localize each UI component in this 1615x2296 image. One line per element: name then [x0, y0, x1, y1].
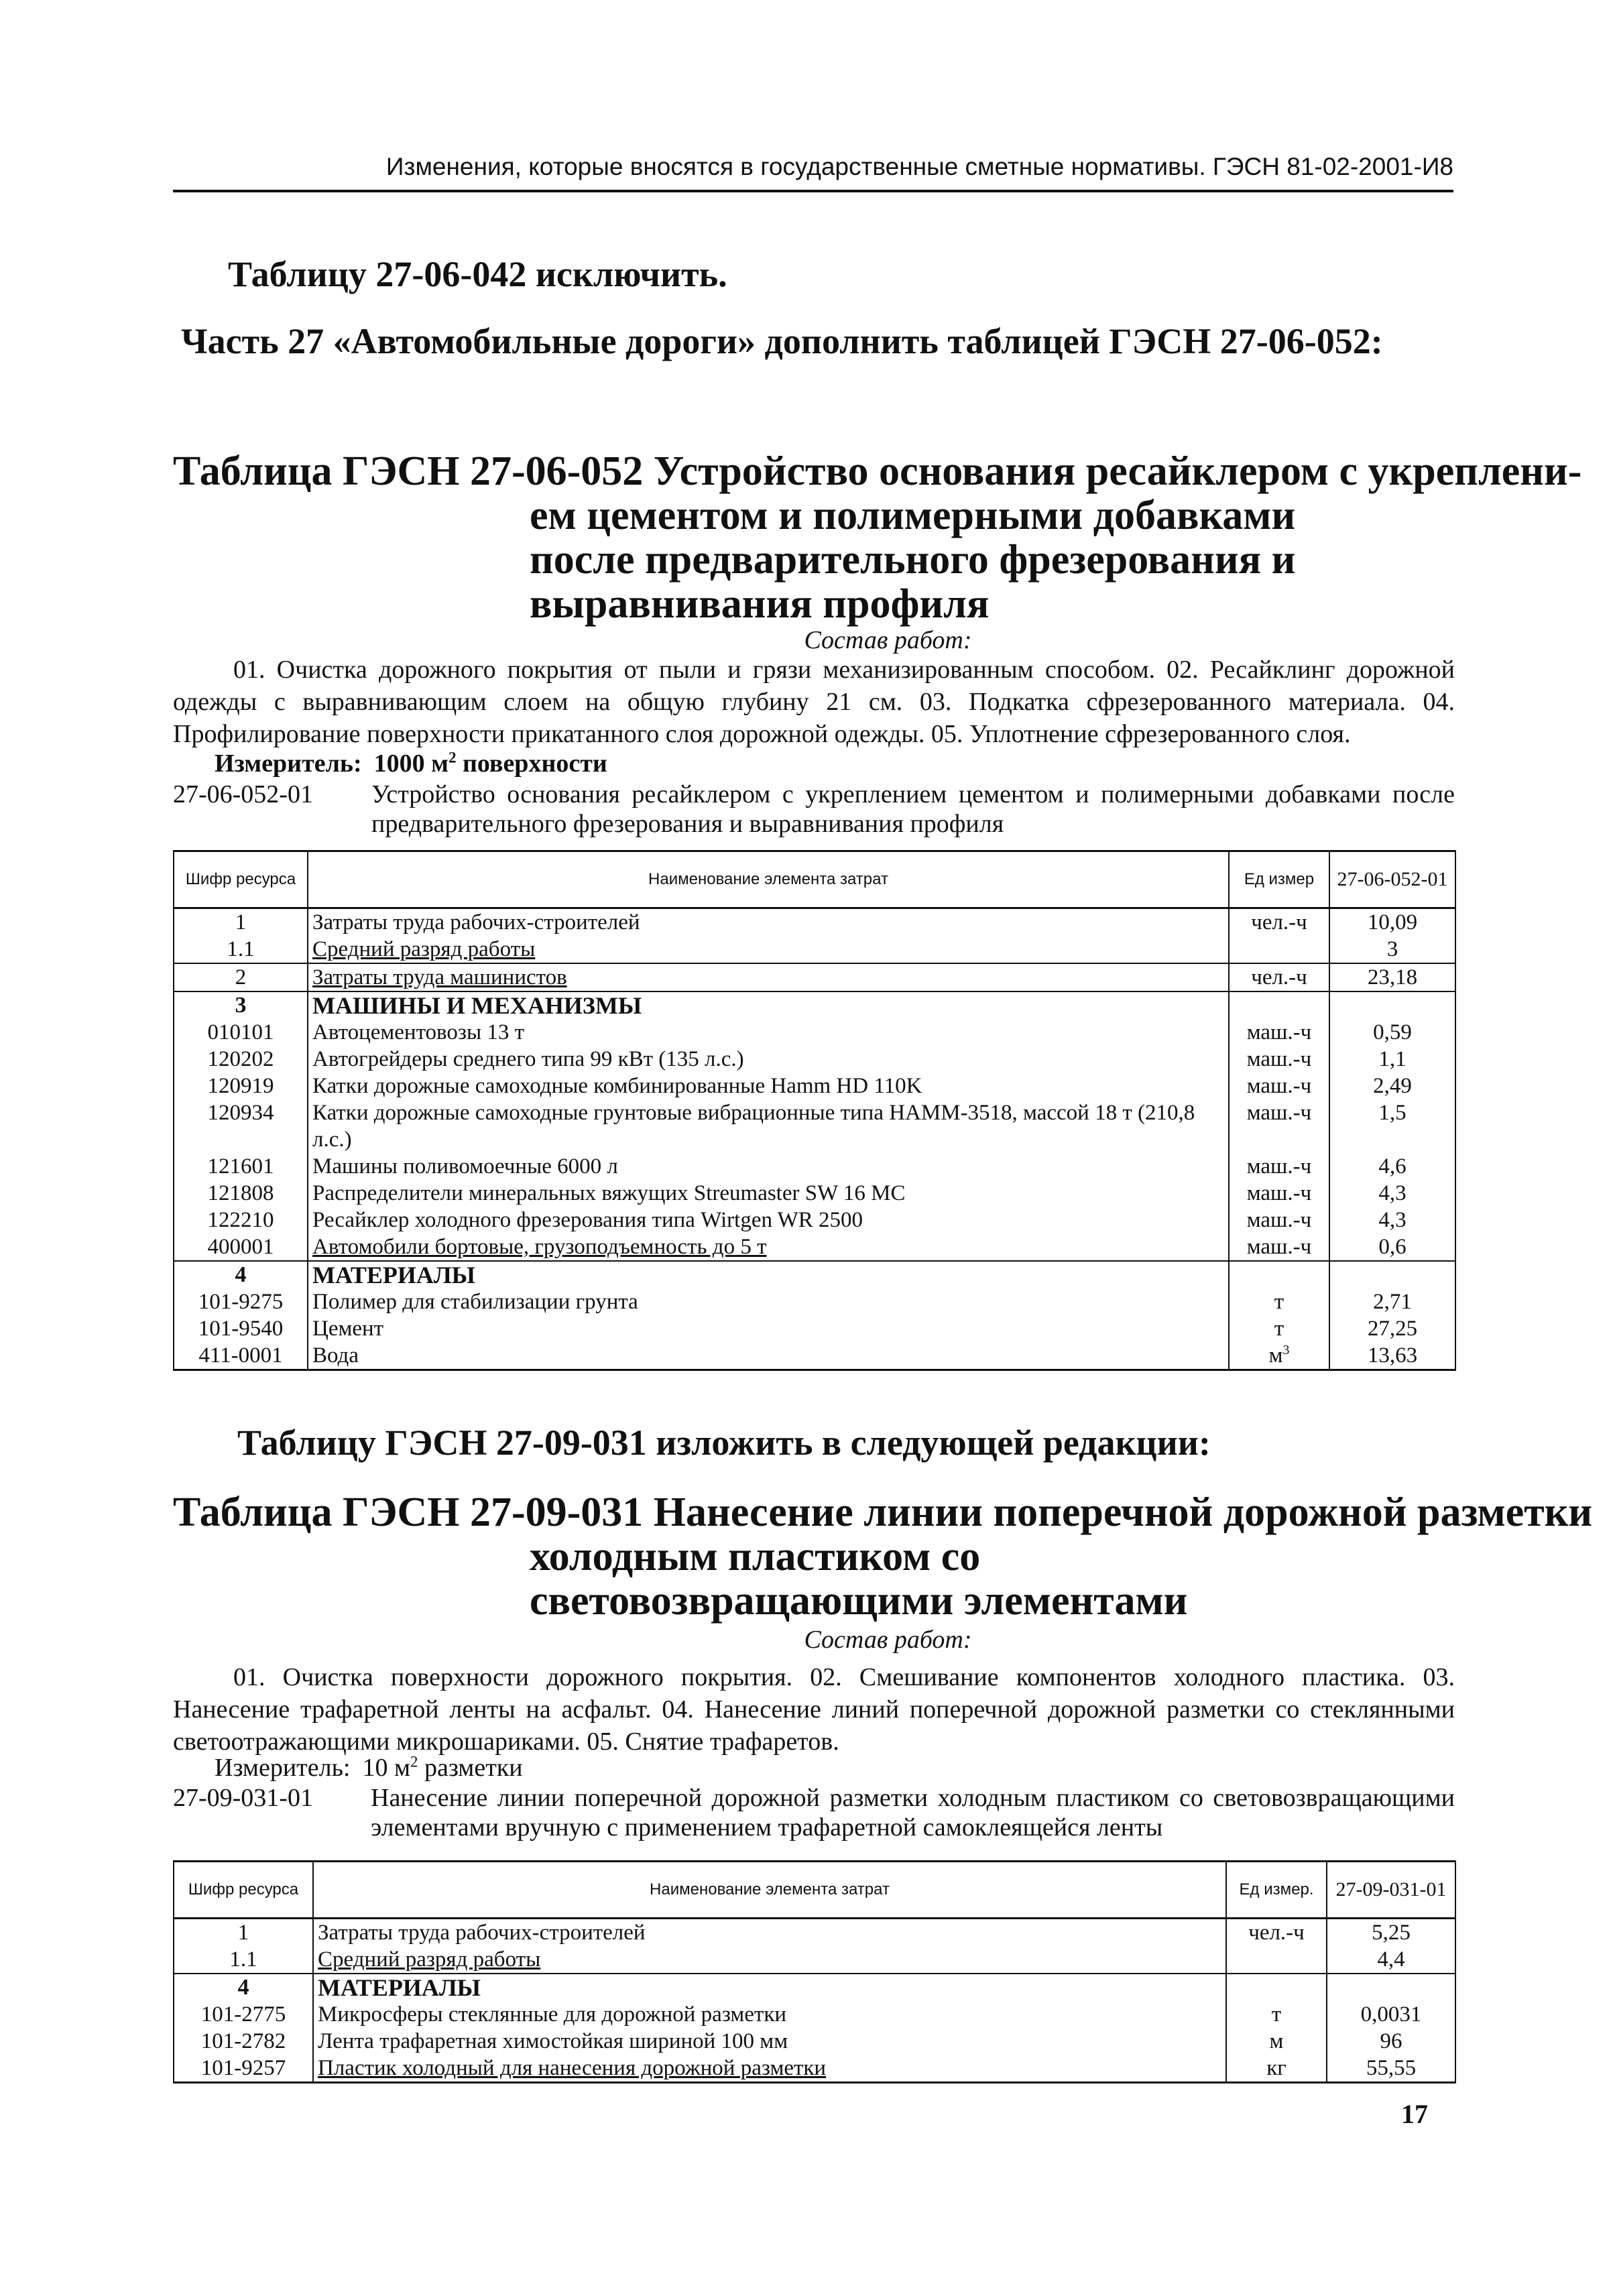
heading-add: Часть 27 «Автомобильные дороги» дополнить таблицей ГЭСН 27-06-052:	[181, 321, 1383, 361]
table-row	[174, 1315, 1455, 1342]
heading-replace: Таблицу ГЭСН 27-09-031 изложить в следующей редакции:	[237, 1423, 1211, 1463]
row-value-text: 0,59	[1373, 1020, 1412, 1044]
unit-superscript: 3	[1282, 1343, 1290, 1357]
row-value	[1327, 1919, 1455, 1947]
row-name-text: Катки дорожные самоходные комбинированные Hamm HD 110K	[312, 1074, 922, 1098]
row-name	[308, 1019, 1229, 1046]
row-code-text: 101-9540	[198, 1317, 284, 1341]
row-value	[1329, 1180, 1455, 1207]
table1-cost-table	[173, 850, 1456, 1371]
row-code-text: 101-9257	[200, 2056, 286, 2080]
row-value-text: 4,6	[1378, 1154, 1407, 1179]
row-code-text: 122210	[207, 1208, 274, 1232]
row-unit	[1229, 1099, 1329, 1153]
row-value-text: 0,6	[1378, 1235, 1407, 1259]
row-unit-text: чел.-ч	[1251, 910, 1307, 934]
row-code-text: 400001	[207, 1235, 274, 1259]
row-code-text: 120202	[207, 1047, 274, 1071]
measure-value: 10 м	[362, 1754, 411, 1782]
row-unit	[1229, 1288, 1329, 1315]
row-code-text: 121808	[207, 1181, 274, 1205]
row-code-text: 120919	[207, 1074, 274, 1098]
row-value	[1329, 991, 1455, 1019]
table2-title-first: Таблица ГЭСН 27-09-031 Нанесение линии поперечной дорожной разметки	[173, 1490, 1593, 1535]
table2-sostav-label: Состав работ:	[804, 1626, 972, 1654]
row-value-text: 4,3	[1378, 1181, 1407, 1205]
row-unit-text: м	[1269, 2029, 1284, 2053]
norm-code: 27-09-031-01	[173, 1784, 313, 1812]
row-unit	[1229, 1233, 1329, 1261]
row-code-text: 2	[235, 965, 247, 989]
table2-norm	[173, 1783, 1455, 1842]
row-unit	[1229, 1315, 1329, 1342]
row-unit	[1229, 1019, 1329, 1046]
row-name-text: Цемент	[312, 1317, 384, 1341]
table-row	[174, 1046, 1455, 1073]
row-name-text: Лента трафаретная химостойкая шириной 100 мм	[318, 2029, 788, 2053]
row-unit	[1226, 2028, 1327, 2055]
row-unit	[1229, 963, 1329, 991]
row-unit	[1229, 1073, 1329, 1099]
row-code	[174, 1946, 313, 1974]
row-code	[174, 1974, 313, 2001]
measure-value: 1000 м	[373, 749, 449, 778]
row-code-text: 4	[235, 1262, 247, 1287]
table-row	[174, 991, 1455, 1019]
row-code	[174, 936, 308, 963]
row-name	[313, 2055, 1226, 2083]
row-value	[1329, 1153, 1455, 1180]
measure-sup: 2	[410, 1753, 418, 1770]
row-value	[1329, 1207, 1455, 1233]
row-value-text: 96	[1380, 2029, 1402, 2053]
row-name-text: МАТЕРИАЛЫ	[318, 1974, 481, 2001]
row-unit	[1226, 1946, 1327, 1974]
row-code	[174, 1288, 308, 1315]
row-value	[1329, 963, 1455, 991]
row-code-text: 1	[235, 910, 247, 934]
row-unit	[1229, 1342, 1329, 1370]
table2-sostav-text: 01. Очистка поверхности дорожного покрытия. 02. Смешивание компонентов холодного пластика. 03. Нанесение трафаретной ленты на асфальт. 04. Нанесение линий поперечной дорожной разметки со стеклянными светоотражающими микрошариками. 05. Снятие трафаретов.	[173, 1663, 1455, 1756]
table-row	[174, 963, 1455, 991]
table2-title	[173, 1490, 1593, 1624]
row-code	[174, 1073, 308, 1099]
row-unit-text: маш.-ч	[1246, 1181, 1312, 1205]
row-name-text: Затраты труда рабочих-строителей	[312, 910, 640, 934]
row-value	[1329, 1073, 1455, 1099]
row-name	[308, 1315, 1229, 1342]
table-row	[174, 1919, 1455, 1947]
row-code	[174, 1315, 308, 1342]
table-row	[174, 1261, 1455, 1288]
row-code	[174, 1019, 308, 1046]
row-code-text: 4	[237, 1975, 249, 2000]
table-row	[174, 1073, 1455, 1099]
row-code-text: 1.1	[227, 937, 255, 961]
row-value	[1327, 2028, 1455, 2055]
row-code-text: 101-2775	[200, 2002, 286, 2027]
measure-sup: 2	[448, 749, 457, 766]
row-code-text: 411-0001	[198, 1343, 283, 1368]
row-name-text: Микросферы стеклянные для дорожной разметки	[318, 2002, 787, 2027]
table-row	[174, 1233, 1455, 1261]
row-code	[174, 2055, 313, 2083]
row-code	[174, 908, 308, 936]
table-row	[174, 1946, 1455, 1974]
row-name	[313, 2001, 1226, 2028]
row-unit-text: маш.-ч	[1246, 1020, 1312, 1044]
row-unit	[1229, 1046, 1329, 1073]
heading-exclude: Таблицу 27-06-042 исключить.	[228, 254, 727, 294]
row-code	[174, 2028, 313, 2055]
col-header-code: Шифр ресурса	[174, 851, 308, 908]
col-header-unit: Ед измер.	[1226, 1862, 1327, 1919]
table1-measure	[215, 749, 607, 778]
row-value	[1327, 1974, 1455, 2001]
row-unit	[1226, 1974, 1327, 2001]
row-value-text: 5,25	[1372, 1921, 1411, 1945]
row-unit	[1229, 991, 1329, 1019]
row-unit-text: маш.-ч	[1246, 1101, 1312, 1125]
row-unit-text: т	[1274, 1290, 1284, 1314]
table-row	[174, 2001, 1455, 2028]
row-value	[1329, 1099, 1455, 1153]
row-name	[308, 1099, 1229, 1153]
table-row	[174, 2055, 1455, 2083]
row-value	[1327, 2055, 1455, 2083]
row-value-text: 1,1	[1378, 1047, 1407, 1071]
row-name	[308, 1261, 1229, 1288]
row-code	[174, 1919, 313, 1947]
col-header-code: Шифр ресурса	[174, 1862, 313, 1919]
row-name	[308, 991, 1229, 1019]
table-row	[174, 908, 1455, 936]
table2-cost-table	[173, 1860, 1456, 2083]
table1-title-first: Таблица ГЭСН 27-06-052 Устройство основания ресайклером с укреплени-	[173, 448, 1582, 494]
table1-title-rest: ем цементом и полимерными добавками после предварительного фрезерования и выравнивания профиля	[530, 493, 1296, 627]
row-name-text: Средний разряд работы	[318, 1947, 541, 1972]
row-name	[308, 1046, 1229, 1073]
row-unit	[1229, 1153, 1329, 1180]
row-name	[313, 2028, 1226, 2055]
table-row	[174, 2028, 1455, 2055]
row-name-text: Автоцементовозы 13 т	[312, 1020, 525, 1044]
row-value-text: 4,3	[1378, 1208, 1407, 1232]
row-value-text: 27,25	[1367, 1317, 1418, 1341]
row-value-text: 23,18	[1367, 965, 1418, 989]
row-code-text: 121601	[207, 1154, 274, 1179]
row-unit-text: чел.-ч	[1248, 1921, 1305, 1945]
row-code	[174, 1233, 308, 1261]
row-value-text: 13,63	[1367, 1343, 1418, 1368]
running-header: Изменения, которые вносятся в государственные сметные нормативы. ГЭСН 81-02-2001-И8	[385, 153, 1453, 180]
row-unit	[1229, 1261, 1329, 1288]
row-value	[1329, 1019, 1455, 1046]
row-value	[1329, 1046, 1455, 1073]
row-unit-text: маш.-ч	[1246, 1208, 1312, 1232]
row-value-text: 10,09	[1367, 910, 1418, 934]
row-unit	[1229, 908, 1329, 936]
row-code	[174, 991, 308, 1019]
norm-code: 27-06-052-01	[173, 780, 313, 808]
table-header-row	[174, 851, 1455, 908]
col-header-norm: 27-06-052-01	[1329, 851, 1455, 908]
header-rule	[173, 190, 1453, 192]
row-value-text: 2,49	[1373, 1074, 1412, 1098]
row-name	[308, 1288, 1229, 1315]
row-value	[1327, 2001, 1455, 2028]
row-name-text: Катки дорожные самоходные грунтовые вибрационные типа НАММ-3518, массой 18 т (210,8 л.с.)	[312, 1101, 1195, 1152]
row-value	[1329, 1342, 1455, 1370]
row-name-text: Затраты труда рабочих-строителей	[318, 1921, 646, 1945]
table-row	[174, 1288, 1455, 1315]
row-code	[174, 1046, 308, 1073]
row-code	[174, 1342, 308, 1370]
row-value	[1329, 1288, 1455, 1315]
table-row	[174, 1153, 1455, 1180]
table-row	[174, 936, 1455, 963]
table1-norm	[173, 780, 1455, 839]
row-name	[308, 908, 1229, 936]
row-code	[174, 963, 308, 991]
row-value	[1329, 1315, 1455, 1342]
row-name-text: Автогрейдеры среднего типа 99 кВт (135 л.с.)	[312, 1047, 744, 1071]
row-code-text: 010101	[207, 1020, 274, 1044]
row-name-text: Автомобили бортовые, грузоподъемность до 5 т	[312, 1235, 767, 1259]
row-unit-text: т	[1274, 1317, 1284, 1341]
row-code-text: 101-9275	[198, 1290, 284, 1314]
row-unit	[1229, 1180, 1329, 1207]
row-unit-text: т	[1271, 2002, 1282, 2027]
row-code	[174, 1099, 308, 1153]
norm-description: Устройство основания ресайклером с укреплением цементом и полимерными добавками после предварительного фрезерования и выравнивания профиля	[371, 780, 1455, 838]
table-row	[174, 1207, 1455, 1233]
table-header-row	[174, 1862, 1455, 1919]
row-name	[308, 1153, 1229, 1180]
row-name-text: Вода	[312, 1343, 359, 1368]
row-name-text: Ресайклер холодного фрезерования типа Wirtgen WR 2500	[312, 1208, 863, 1232]
row-unit-text: чел.-ч	[1251, 965, 1307, 989]
row-name	[308, 1233, 1229, 1261]
table1-sostav-label: Состав работ:	[804, 626, 972, 654]
row-value-text: 0,0031	[1360, 2002, 1422, 2027]
row-value	[1327, 1946, 1455, 1974]
table2-title-rest: холодным пластиком со световозвращающими элементами	[530, 1534, 1188, 1624]
row-name	[308, 1180, 1229, 1207]
row-value-text: 4,4	[1377, 1947, 1405, 1972]
row-unit	[1226, 2001, 1327, 2028]
row-code-text: 120934	[207, 1101, 274, 1125]
col-header-name: Наименование элемента затрат	[313, 1862, 1226, 1919]
row-name-text: МАШИНЫ И МЕХАНИЗМЫ	[312, 992, 642, 1019]
table-row	[174, 1180, 1455, 1207]
norm-description: Нанесение линии поперечной дорожной разметки холодным пластиком со световозвращающими элементами вручную с применением трафаретной самоклеящейся ленты	[371, 1784, 1455, 1841]
measure-rest: поверхности	[456, 749, 607, 778]
row-name-text: Полимер для стабилизации грунта	[312, 1290, 638, 1314]
row-name	[308, 1073, 1229, 1099]
row-code	[174, 1180, 308, 1207]
col-header-name: Наименование элемента затрат	[308, 851, 1229, 908]
row-code	[174, 1153, 308, 1180]
row-unit-text: маш.-ч	[1246, 1154, 1312, 1179]
table-row	[174, 1019, 1455, 1046]
row-name-text: Распределители минеральных вяжущих Streumaster SW 16 MC	[312, 1181, 906, 1205]
row-unit-text: маш.-ч	[1246, 1047, 1312, 1071]
row-code	[174, 2001, 313, 2028]
col-header-norm: 27-09-031-01	[1327, 1862, 1455, 1919]
row-code-text: 101-2782	[200, 2029, 286, 2053]
row-code-text: 1.1	[229, 1947, 257, 1972]
row-code	[174, 1261, 308, 1288]
measure-label: Измеритель:	[215, 1754, 351, 1782]
row-unit-text: маш.-ч	[1246, 1235, 1312, 1259]
table1-title	[173, 448, 1582, 627]
row-unit-text: кг	[1266, 2056, 1287, 2080]
page-number: 17	[1401, 2099, 1428, 2129]
row-value	[1329, 908, 1455, 936]
row-value-text: 55,55	[1366, 2056, 1417, 2080]
row-code-text: 3	[235, 993, 247, 1018]
row-unit-text: маш.-ч	[1246, 1074, 1312, 1098]
table-row	[174, 1342, 1455, 1370]
table-row	[174, 1974, 1455, 2001]
row-name-text: Затраты труда машинистов	[312, 965, 567, 989]
row-name	[308, 1342, 1229, 1370]
row-name	[313, 1946, 1226, 1974]
row-value	[1329, 1261, 1455, 1288]
row-value	[1329, 936, 1455, 963]
row-unit-text: м	[1268, 1343, 1283, 1368]
row-unit	[1229, 1207, 1329, 1233]
row-name-text: МАТЕРИАЛЫ	[312, 1262, 475, 1288]
row-name-text: Пластик холодный для нанесения дорожной разметки	[318, 2056, 827, 2080]
table2-measure	[215, 1753, 523, 1783]
row-code	[174, 1207, 308, 1233]
row-name-text: Средний разряд работы	[312, 937, 536, 961]
row-code-text: 1	[237, 1921, 249, 1945]
row-value	[1329, 1233, 1455, 1261]
row-name	[308, 936, 1229, 963]
row-name	[313, 1974, 1226, 2001]
row-value-text: 2,71	[1373, 1290, 1412, 1314]
row-name	[308, 1207, 1229, 1233]
row-name	[313, 1919, 1226, 1947]
measure-rest: разметки	[418, 1754, 523, 1782]
table-row	[174, 1099, 1455, 1153]
row-name	[308, 963, 1229, 991]
row-unit	[1226, 1919, 1327, 1947]
row-unit	[1226, 2055, 1327, 2083]
measure-label: Измеритель:	[215, 749, 362, 778]
table1-sostav-text: 01. Очистка дорожного покрытия от пыли и грязи механизированным способом. 02. Ресайклинг дорожной одежды с выравнивающим слоем на общую глубину 21 см. 03. Подкатка сфрезерованного материала. 04. Профилирование поверхности прикатанного слоя дорожной одежды. 05. Уплотнение сфрезерованного слоя.	[173, 656, 1455, 748]
row-value-text: 1,5	[1378, 1101, 1407, 1125]
row-name-text: Машины поливомоечные 6000 л	[312, 1154, 618, 1179]
row-value-text: 3	[1386, 937, 1398, 961]
row-unit	[1229, 936, 1329, 963]
col-header-unit: Ед измер	[1229, 851, 1329, 908]
